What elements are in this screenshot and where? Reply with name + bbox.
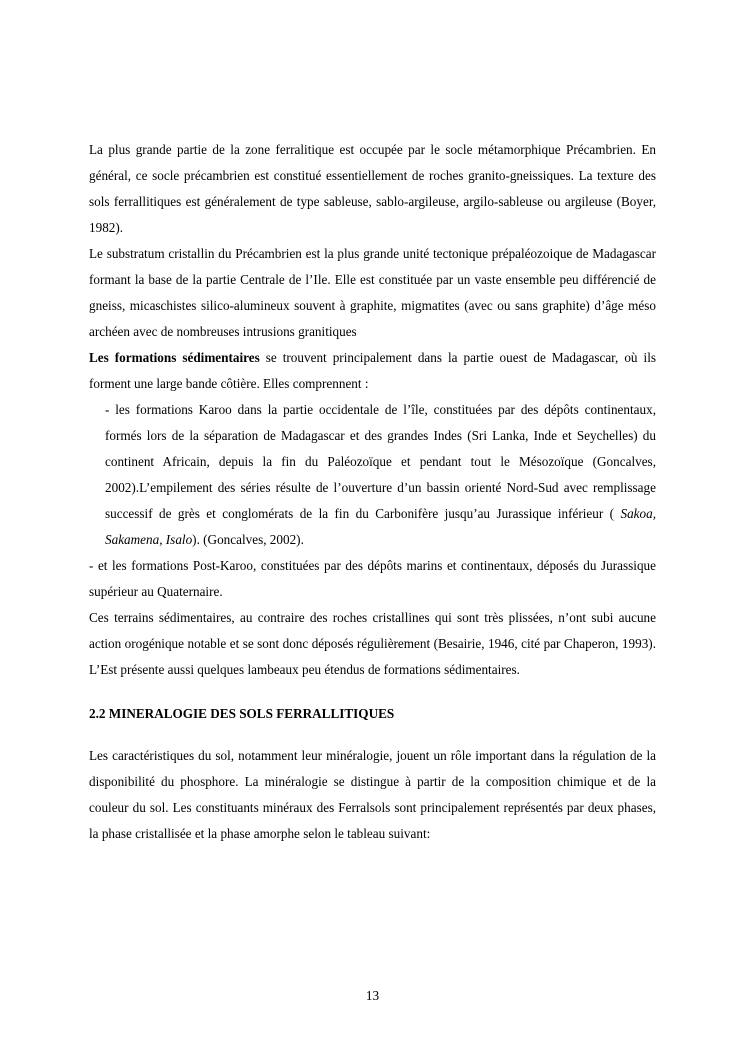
karoo-text: - les formations Karoo dans la partie occidentale de l’île, constituées par des dépôts continentaux, formés lors de la séparation de Madagascar et des grandes Indes (Sri Lanka, Inde et Seychelles) du continent Africain, depuis la fin du Paléozoïque et pendant tout le Mésozoïque (Goncalves, 2002).L’empilement des séries résulte de l’ouverture d’un bassin orienté Nord-Sud avec remplissage successif de grès et conglomérats de la fin du Carbonifère jusqu’au Jurassique inférieur (	[105, 402, 656, 521]
page-number: 13	[365, 988, 380, 1003]
paragraph-mineralogie: Les caractéristiques du sol, notamment leur minéralogie, jouent un rôle important dans la régulation de la disponibilité du phosphore. La minéralogie se distingue à partir de la composition chimique et de la couleur du sol. Les constituants minéraux des Ferralsols sont principalement représentés par deux phases, la phase cristallisée et la phase amorphe selon le tableau suivant:	[89, 748, 656, 841]
paragraph-substratum: Le substratum cristallin du Précambrien est la plus grande unité tectonique prépaléozoique de Madagascar formant la base de la partie Centrale de l’Ile. Elle est constituée par un vaste ensemble peu différencié de gneiss, micaschistes silico-alumineux souvent à graphite, migmatites (avec ou sans graphite) d’âge méso archéen avec de nombreuses intrusions granitiques	[89, 246, 656, 339]
paragraph-terrains: Ces terrains sédimentaires, au contraire des roches cristallines qui sont très plissées, n’ont subi aucune action orogénique notable et se sont donc déposés régulièrement (Besairie, 1946, cité par Chaperon, 1993). L’Est présente aussi quelques lambeaux peu étendus de formations sédimentaires.	[89, 610, 656, 677]
list-item-karoo	[89, 397, 656, 553]
karoo-citation: ). (Goncalves, 2002).	[192, 532, 304, 547]
section-heading: 2.2 MINERALOGIE DES SOLS FERRALLITIQUES	[89, 706, 395, 721]
paragraph-socle: La plus grande partie de la zone ferralitique est occupée par le socle métamorphique Précambrien. En général, ce socle précambrien est constitué essentiellement de roches granito-gneissiques. La texture des sols ferrallitiques est généralement de type sableuse, sablo-argileuse, argilo-sableuse ou argileuse (Boyer, 1982).	[89, 142, 656, 235]
karoo-italic: Sakoa, Sakamena, Isalo	[105, 506, 656, 547]
list-item-post-karoo: - et les formations Post-Karoo, constituées par des dépôts marins et continentaux, déposés du Jurassique supérieur au Quaternaire.	[89, 558, 656, 599]
paragraph-formations-rest: se trouvent principalement dans la partie ouest de Madagascar, où ils forment une large bande côtière. Elles comprennent :	[89, 350, 656, 391]
paragraph-formations	[89, 345, 656, 397]
document-page	[89, 137, 656, 847]
bold-term: Les formations sédimentaires	[89, 350, 260, 365]
